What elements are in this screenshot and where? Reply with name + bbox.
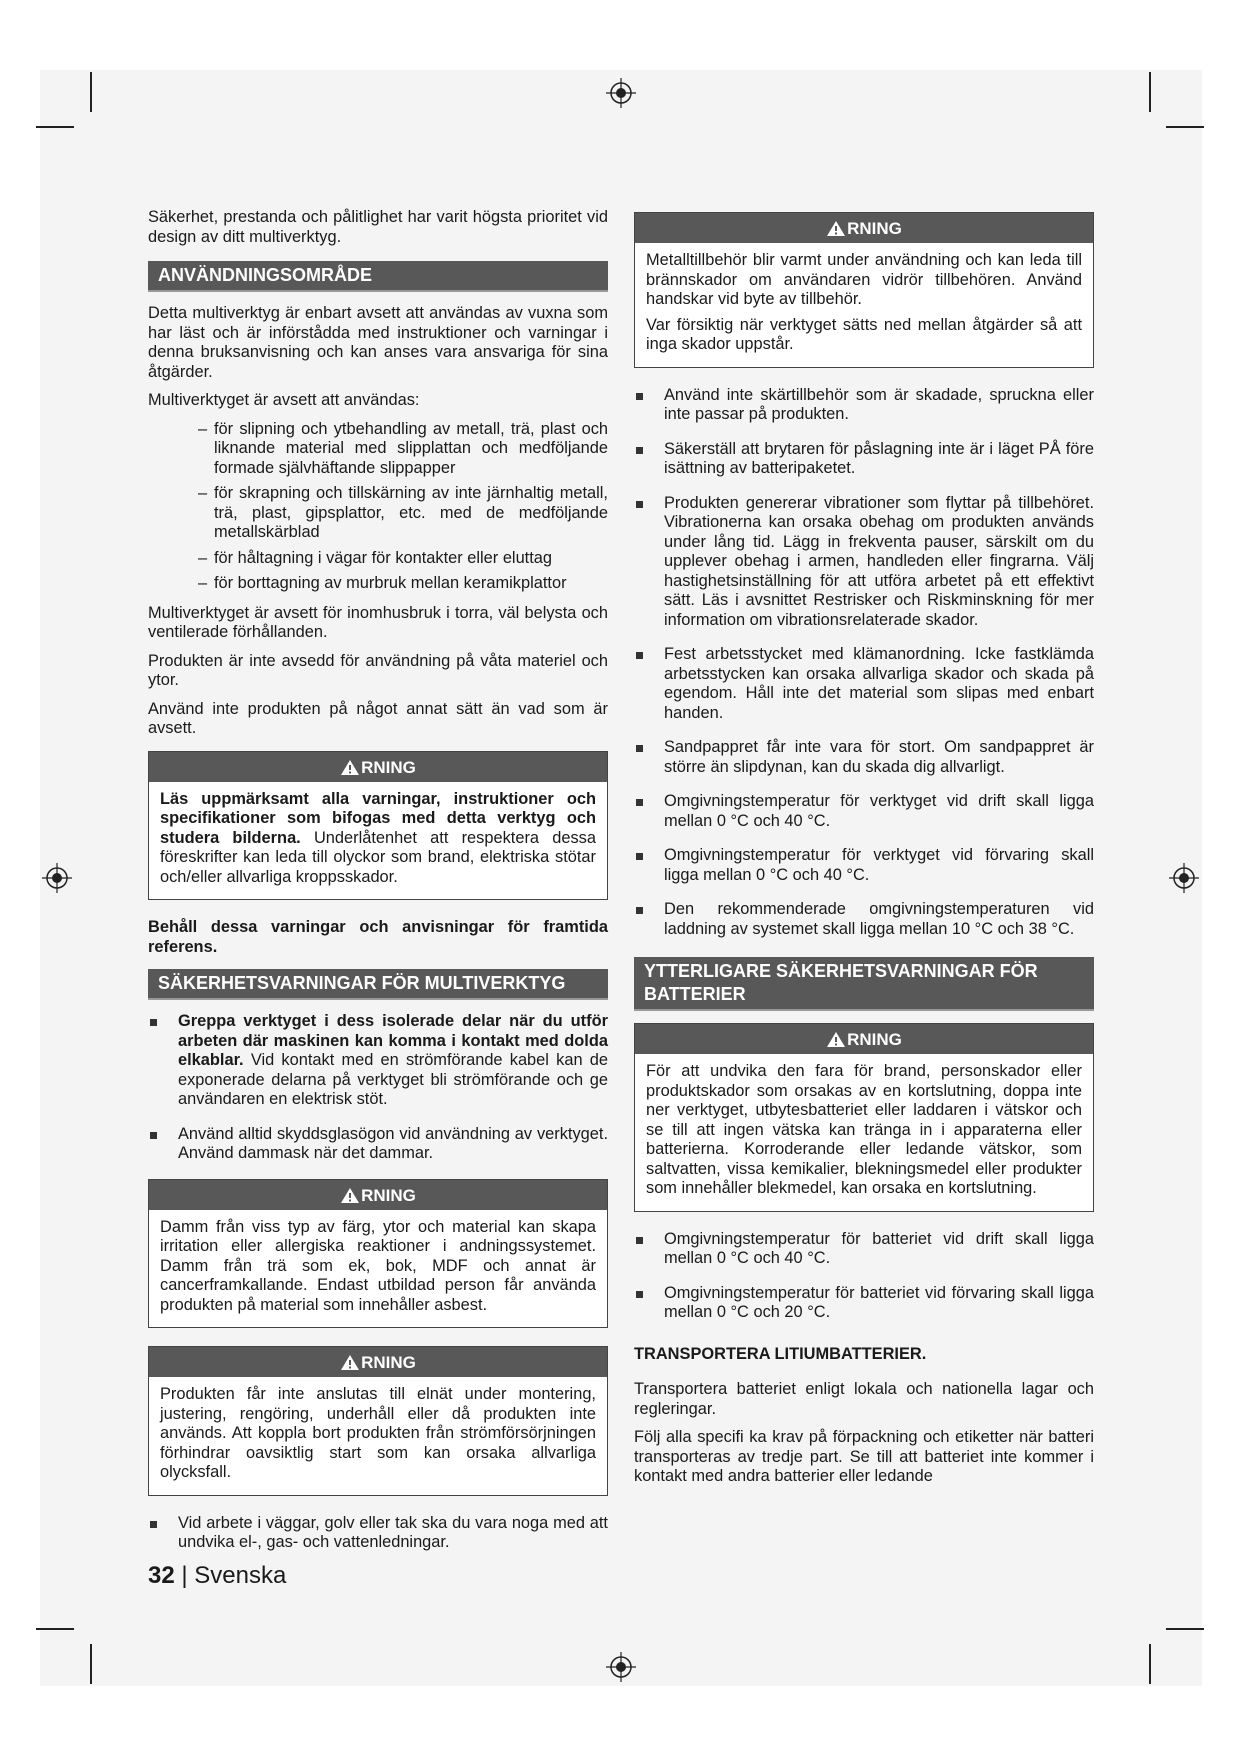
intro-paragraph: Säkerhet, prestanda och pålitlighet har varit högsta prioritet vid design av ditt multiverktyg.	[148, 208, 608, 246]
crop-mark	[1166, 126, 1204, 128]
bullet-text: Produkten genererar vibrationer som flyttar på tillbehöret. Vibrationerna kan orsaka obehag om produkten används under lång tid. Lägg in frekventa pauser, särskilt om du upplever obehag i armen, handleden eller fingrarna. Välj hastighetsinställning för att utföra arbetet på ett effektivt sätt. Läs i avsnittet Restrisker och Riskminskning för mer information om vibrationsrelaterade skador.	[664, 493, 1094, 629]
warning-triangle-icon	[826, 220, 846, 237]
bullet-square-icon	[150, 1019, 157, 1026]
usage-paragraph: Detta multiverktyg är enbart avsett att användas av vuxna som har läst och är införstådda med instruktioner och varningar i denna bruksanvisning och kan anses vara ansvariga för sina åtgärder.	[148, 304, 608, 381]
warning-box	[148, 751, 608, 901]
warning-header	[149, 752, 607, 782]
bullet-text: Fest arbetsstycket med klämanordning. Icke fastklämda arbetsstycken kan orsaka allvarliga skador och skada på egendom. Håll inte det material som slipas med enbart handen.	[664, 645, 1094, 722]
registration-mark-icon	[606, 78, 636, 108]
bullet-square-icon	[636, 501, 643, 508]
bullet-square-icon	[636, 393, 643, 400]
bullet-text: Sandpappret får inte vara för stort. Om sandpappret är större än slipdynan, kan du skada dig allvarligt.	[664, 738, 1094, 776]
section-heading-safety: SÄKERHETSVARNINGAR FÖR MULTIVERKTYG	[148, 969, 608, 1000]
crop-mark	[1149, 72, 1151, 112]
warning-text: Underlåtenhet att respektera dessa föreskrifter kan leda till olyckor som brand, elektriska stötar och/eller allvarliga kroppsskador.	[160, 828, 596, 886]
bullet-square-icon	[150, 1132, 157, 1139]
warning-title: RNING	[361, 1185, 416, 1205]
list-item	[634, 792, 1094, 831]
bullet-square-icon	[636, 745, 643, 752]
bullet-text: Använd inte skärtillbehör som är skadade, spruckna eller inte passar på produkten.	[664, 385, 1094, 423]
list-item	[634, 846, 1094, 885]
warning-title: RNING	[361, 757, 416, 777]
usage-paragraph: Använd inte produkten på något annat sätt än vad som är avsett.	[148, 699, 608, 737]
bullet-square-icon	[636, 907, 643, 914]
warning-text: Var försiktig när verktyget sätts ned mellan åtgärder så att inga skador uppstår.	[646, 315, 1082, 353]
bullet-text: Omgivningstemperatur för batteriet vid förvaring skall ligga mellan 0 °C och 20 °C.	[664, 1283, 1094, 1321]
registration-mark-icon	[42, 863, 72, 893]
warning-title: RNING	[361, 1353, 416, 1372]
crop-mark	[1149, 1644, 1151, 1684]
list-item	[634, 1284, 1094, 1323]
crop-mark	[36, 1628, 74, 1630]
usage-paragraph: Multiverktyget är avsett för inomhusbruk i torra, väl belysta och ventilerade förhållanden.	[148, 603, 608, 641]
warning-title: RNING	[847, 1030, 902, 1049]
crop-mark	[90, 72, 92, 112]
list-item	[634, 645, 1094, 723]
bullet-square-icon	[636, 799, 643, 806]
bullet-bold-text: Greppa verktyget i dess isolerade delar när du utför arbeten där maskinen kan komma i kontakt med dolda elkablar.	[178, 1012, 608, 1069]
safety-bullets	[148, 1514, 608, 1553]
list-item	[148, 1012, 608, 1110]
list-item	[148, 1514, 608, 1553]
warning-triangle-icon	[826, 1031, 846, 1048]
warning-triangle-icon	[340, 759, 360, 776]
list-item	[634, 1230, 1094, 1269]
bullet-square-icon	[636, 652, 643, 659]
usage-paragraph: Produkten är inte avsedd för användning på våta materiel och ytor.	[148, 651, 608, 689]
battery-bullets	[634, 1230, 1094, 1323]
warning-header	[149, 1180, 607, 1210]
bullet-text: Omgivningstemperatur för verktyget vid drift skall ligga mellan 0 °C och 40 °C.	[664, 792, 1094, 830]
bullet-text: Omgivningstemperatur för verktyget vid förvaring skall ligga mellan 0 °C och 40 °C.	[664, 846, 1094, 884]
bullet-text: Använd alltid skyddsglasögon vid användning av verktyget. Använd dammask när det dammar.	[178, 1124, 608, 1162]
bullet-text: Vid arbete i väggar, golv eller tak ska du vara noga med att undvika el-, gas- och vattenledningar.	[178, 1513, 608, 1551]
warning-bold-text: Läs uppmärksamt alla varningar, instruktioner och specifikationer som bifogas med detta verktyg och studera bilderna.	[160, 789, 596, 847]
footer-separator: |	[174, 1562, 195, 1589]
usage-list	[202, 420, 608, 594]
crop-mark	[1166, 1628, 1204, 1630]
list-item	[148, 1125, 608, 1164]
warning-header	[149, 1347, 607, 1377]
warning-text: För att undvika den fara för brand, personskador eller produktskador som orsakas av en kortslutning, doppa inte ner verktyget, utbytesbatteriet eller laddaren i vätskor och se till att ingen vätska kan tränga in i apparaterna eller batterierna. Korroderande eller ledande vätskor, som saltvatten, vissa kemikalier, blekningsmedel eller produkter som innehåller blekmedel, kan orsaka en kortslutning.	[646, 1062, 1082, 1197]
list-item	[634, 900, 1094, 939]
list-item: – för håltagning i vägar för kontakter eller eluttag	[202, 549, 608, 569]
safety-bullets	[634, 386, 1094, 940]
bullet-text: Den rekommenderade omgivningstemperaturen vid laddning av systemet skall ligga mellan 10 °C och 38 °C.	[664, 900, 1094, 938]
section-heading-batteries: YTTERLIGARE SÄKERHETSVARNINGAR FÖR BATTERIER	[634, 957, 1094, 1011]
warning-box	[634, 212, 1094, 368]
list-item	[634, 738, 1094, 777]
bullet-text: Vid kontakt med en strömförande kabel kan de exponerade delarna på verktyget bli strömförande och ge användaren en elektrisk stöt.	[178, 1051, 608, 1108]
warning-text: Damm från viss typ av färg, ytor och material kan skapa irritation eller allergiska reaktioner i andningssystemet. Damm från trä som ek, bok, MDF och annat är cancerframkallande. Endast utbildad person får använda produkten på material som innehåller asbest.	[160, 1217, 596, 1314]
bullet-square-icon	[636, 447, 643, 454]
crop-mark	[90, 1644, 92, 1684]
keep-instructions-note: Behåll dessa varningar och anvisningar för framtida referens.	[148, 918, 608, 956]
bullet-square-icon	[150, 1521, 157, 1528]
warning-box	[148, 1179, 608, 1329]
right-column	[634, 208, 1094, 1496]
page-footer	[148, 1562, 286, 1590]
bullet-text: Omgivningstemperatur för batteriet vid drift skall ligga mellan 0 °C och 40 °C.	[664, 1229, 1094, 1267]
bullet-square-icon	[636, 1291, 643, 1298]
transport-heading: TRANSPORTERA LITIUMBATTERIER.	[634, 1344, 927, 1363]
crop-mark	[36, 126, 74, 128]
footer-language: Svenska	[194, 1562, 287, 1589]
registration-mark-icon	[606, 1652, 636, 1682]
warning-text: Produkten får inte anslutas till elnät under montering, justering, rengöring, underhåll eller då produkten inte används. Att koppla bort produkten från strömförsörjningen förhindrar oavsiktlig start som kan orsaka allvarliga olycksfall.	[160, 1385, 596, 1481]
warning-box	[148, 1346, 608, 1496]
warning-text: Metalltillbehör blir varmt under användning och kan leda till brännskador om användaren vidrör tillbehören. Använd handskar vid byte av tillbehör.	[646, 251, 1082, 308]
usage-paragraph: Multiverktyget är avsett att användas:	[148, 391, 420, 409]
transport-paragraph: Transportera batteriet enligt lokala och nationella lagar och regleringar.	[634, 1380, 1094, 1418]
bullet-square-icon	[636, 853, 643, 860]
list-item	[634, 494, 1094, 631]
list-item	[634, 440, 1094, 479]
bullet-text: Säkerställ att brytaren för påslagning inte är i läget PÅ före isättning av batteripaketet.	[664, 439, 1094, 477]
transport-paragraph: Följ alla specifi ka krav på förpackning och etiketter när batteri transporteras av tredje part. Se till att batteriet inte kommer i kontakt med andra batterier eller ledande	[634, 1428, 1094, 1485]
warning-triangle-icon	[340, 1187, 360, 1204]
warning-box	[634, 1023, 1094, 1212]
page-number: 32	[148, 1562, 175, 1589]
safety-bullets	[148, 1012, 608, 1164]
bullet-square-icon	[636, 1237, 643, 1244]
list-item: – för skrapning och tillskärning av inte järnhaltig metall, trä, plast, gipsplattor, etc. med de medföljande metallskärblad	[202, 484, 608, 543]
registration-mark-icon	[1169, 863, 1199, 893]
warning-triangle-icon	[340, 1354, 360, 1371]
list-item	[634, 386, 1094, 425]
list-item: – för borttagning av murbruk mellan keramikplattor	[202, 574, 608, 594]
warning-title: RNING	[847, 219, 902, 238]
left-column	[148, 208, 608, 1568]
list-item: – för slipning och ytbehandling av metall, trä, plast och liknande material med slipplattan och medföljande formade självhäftande slippapper	[202, 420, 608, 479]
warning-header	[635, 213, 1093, 243]
section-heading-usage: ANVÄNDNINGSOMRÅDE	[148, 261, 608, 292]
warning-header	[635, 1024, 1093, 1054]
